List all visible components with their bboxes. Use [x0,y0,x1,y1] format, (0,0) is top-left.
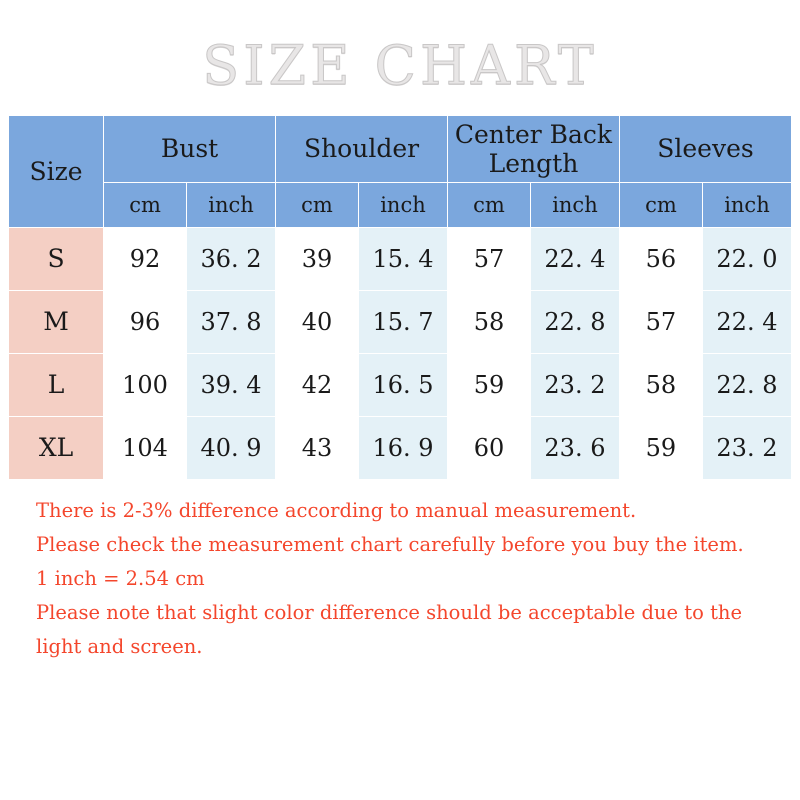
row-size-label: M [9,290,104,353]
unit-cbl-inch: inch [530,182,619,227]
header-sleeves: Sleeves [619,115,791,182]
cell-cbl-cm: 59 [448,353,531,416]
cell-bust-cm: 100 [104,353,187,416]
table-row [9,353,792,416]
cell-sleeves-cm: 59 [619,416,702,479]
cell-bust-inch: 39. 4 [187,353,276,416]
cell-cbl-inch: 22. 8 [530,290,619,353]
cell-cbl-inch: 23. 6 [530,416,619,479]
table-row [9,290,792,353]
cell-shoulder-cm: 42 [276,353,359,416]
note-line: light and screen. [36,635,203,659]
cell-bust-inch: 37. 8 [187,290,276,353]
table-group-header-row [9,115,792,182]
unit-bust-inch: inch [187,182,276,227]
row-size-label: L [9,353,104,416]
row-size-label: XL [9,416,104,479]
table-unit-header-row [9,182,792,227]
cell-shoulder-cm: 40 [276,290,359,353]
cell-shoulder-inch: 16. 9 [358,416,447,479]
cell-bust-cm: 92 [104,227,187,290]
note-line: 1 inch = 2.54 cm [36,567,205,591]
header-bust: Bust [104,115,276,182]
cell-bust-inch: 36. 2 [187,227,276,290]
cell-shoulder-inch: 16. 5 [358,353,447,416]
header-shoulder: Shoulder [276,115,448,182]
unit-cbl-cm: cm [448,182,531,227]
unit-shoulder-cm: cm [276,182,359,227]
cell-bust-cm: 96 [104,290,187,353]
cell-cbl-cm: 57 [448,227,531,290]
unit-bust-cm: cm [104,182,187,227]
cell-cbl-inch: 23. 2 [530,353,619,416]
cell-sleeves-cm: 58 [619,353,702,416]
unit-sleeves-cm: cm [619,182,702,227]
cell-bust-cm: 104 [104,416,187,479]
row-size-label: S [9,227,104,290]
cell-bust-inch: 40. 9 [187,416,276,479]
note-line: There is 2-3% difference according to manual measurement. [36,498,637,522]
cell-cbl-inch: 22. 4 [530,227,619,290]
unit-sleeves-inch: inch [702,182,791,227]
note-line: Please note that slight color difference should be acceptable due to the [36,601,743,625]
cell-sleeves-cm: 56 [619,227,702,290]
cell-sleeves-inch: 23. 2 [702,416,791,479]
table-row [9,416,792,479]
page-title: SIZE CHART [202,34,598,97]
cell-shoulder-cm: 39 [276,227,359,290]
cell-shoulder-inch: 15. 4 [358,227,447,290]
cell-sleeves-cm: 57 [619,290,702,353]
note-line: Please check the measurement chart carefully before you buy the item. [36,532,744,556]
unit-shoulder-inch: inch [358,182,447,227]
cell-sleeves-inch: 22. 0 [702,227,791,290]
cell-cbl-cm: 58 [448,290,531,353]
cell-sleeves-inch: 22. 8 [702,353,791,416]
size-chart-table [8,115,792,480]
cell-shoulder-cm: 43 [276,416,359,479]
cell-sleeves-inch: 22. 4 [702,290,791,353]
table-row [9,227,792,290]
header-size: Size [9,115,104,227]
header-center-back-length: Center Back Length [448,115,620,182]
notes-block [36,494,800,665]
cell-shoulder-inch: 15. 7 [358,290,447,353]
cell-cbl-cm: 60 [448,416,531,479]
